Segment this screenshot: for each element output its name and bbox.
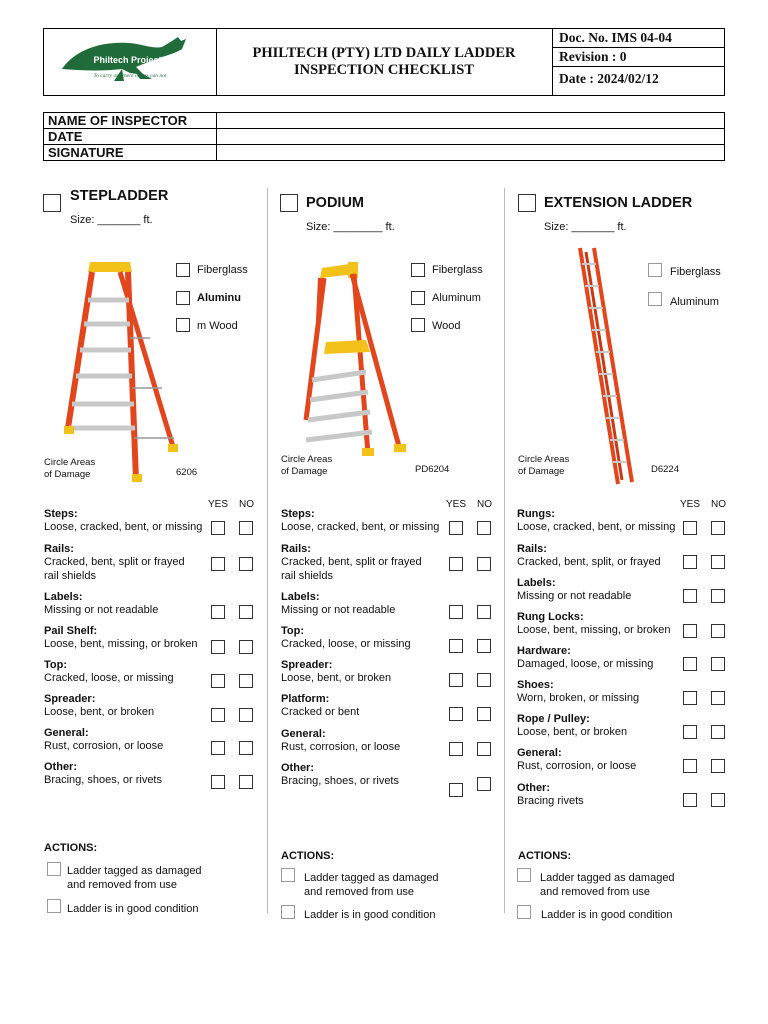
size-field: Size: ________ ft.	[306, 221, 395, 233]
yes-checkbox[interactable]	[211, 674, 225, 688]
checklist-item: Shoes: Worn, broken, or missing	[517, 679, 640, 704]
no-checkbox[interactable]	[239, 640, 253, 654]
signature-label: SIGNATURE	[44, 145, 217, 161]
podium-ladder-image	[300, 260, 412, 464]
no-checkbox[interactable]	[477, 521, 491, 535]
damaged-checkbox[interactable]	[517, 868, 531, 882]
doc-number: Doc. No. IMS 04-04	[553, 29, 725, 48]
checklist-item: Top: Cracked, loose, or missing	[281, 625, 411, 650]
no-checkbox[interactable]	[239, 708, 253, 722]
section-title: PODIUM	[306, 195, 364, 211]
svg-text:Philtech Projects: Philtech Projects	[93, 55, 167, 65]
checklist-item: Labels: Missing or not readable	[281, 591, 396, 616]
actions-label: ACTIONS:	[44, 842, 98, 854]
action-good-label: Ladder is in good condition	[67, 903, 199, 915]
title-line-2: INSPECTION CHECKLIST	[293, 62, 475, 78]
yes-checkbox[interactable]	[211, 557, 225, 571]
yes-checkbox[interactable]	[683, 691, 697, 705]
yes-checkbox[interactable]	[683, 555, 697, 569]
action-damaged-label: Ladder tagged as damaged and removed from use	[67, 865, 202, 891]
yes-checkbox[interactable]	[449, 605, 463, 619]
action-good-label: Ladder is in good condition	[541, 909, 673, 921]
no-checkbox[interactable]	[477, 557, 491, 571]
actions-label: ACTIONS:	[518, 850, 572, 862]
action-damaged-label: Ladder tagged as damaged and removed from use	[540, 872, 675, 898]
inspector-name-label: NAME OF INSPECTOR	[44, 113, 217, 129]
checklist-item: Steps: Loose, cracked, bent, or missing	[281, 508, 440, 533]
damaged-checkbox[interactable]	[47, 862, 61, 876]
inspector-info-table	[43, 112, 725, 161]
fiberglass-checkbox[interactable]	[176, 263, 190, 277]
stepladder-checkbox[interactable]	[43, 194, 61, 212]
actions-label: ACTIONS:	[281, 850, 335, 862]
no-checkbox[interactable]	[239, 557, 253, 571]
checklist-item: Labels: Missing or not readable	[517, 577, 632, 602]
no-checkbox[interactable]	[239, 674, 253, 688]
checklist-item: Labels: Missing or not readable	[44, 591, 159, 616]
checklist-item: Rung Locks: Loose, bent, missing, or broken	[517, 611, 671, 636]
circle-areas-note: Circle Areas of Damage	[518, 454, 570, 477]
no-checkbox[interactable]	[477, 639, 491, 653]
yes-checkbox[interactable]	[449, 673, 463, 687]
no-checkbox[interactable]	[711, 555, 725, 569]
yes-checkbox[interactable]	[211, 640, 225, 654]
material-label: Wood	[432, 320, 461, 332]
no-checkbox[interactable]	[477, 707, 491, 721]
no-header: NO	[239, 499, 254, 510]
no-checkbox[interactable]	[711, 759, 725, 773]
yes-checkbox[interactable]	[211, 605, 225, 619]
yes-checkbox[interactable]	[449, 639, 463, 653]
no-header: NO	[711, 499, 726, 510]
no-checkbox[interactable]	[477, 673, 491, 687]
yes-header: YES	[208, 499, 229, 510]
good-condition-checkbox[interactable]	[517, 905, 531, 919]
checklist-item: Top: Cracked, loose, or missing	[44, 659, 174, 684]
section-title: EXTENSION LADDER	[544, 195, 693, 211]
no-checkbox[interactable]	[711, 589, 725, 603]
no-checkbox[interactable]	[711, 624, 725, 638]
yes-checkbox[interactable]	[211, 741, 225, 755]
checklist-item: Hardware: Damaged, loose, or missing	[517, 645, 654, 670]
checklist-item: Other: Bracing, shoes, or rivets	[44, 761, 162, 786]
yes-checkbox[interactable]	[683, 793, 697, 807]
no-header: NO	[477, 499, 492, 510]
yes-header: YES	[446, 499, 467, 510]
yes-checkbox[interactable]	[683, 725, 697, 739]
checklist-item: Rope / Pulley: Loose, bent, or broken	[517, 713, 628, 738]
checklist-item: Other: Bracing, shoes, or rivets	[281, 762, 399, 787]
yes-checkbox[interactable]	[683, 657, 697, 671]
stepladder-image	[62, 258, 186, 484]
no-checkbox[interactable]	[239, 605, 253, 619]
checklist-item: Pail Shelf: Loose, bent, missing, or broken	[44, 625, 198, 650]
checklist-item: General: Rust, corrosion, or loose	[44, 727, 164, 752]
checklist-item: Steps: Loose, cracked, bent, or missing	[44, 508, 203, 533]
circle-areas-note: Circle Areas of Damage	[281, 454, 333, 477]
checklist-item: Platform: Cracked or bent	[281, 693, 360, 718]
extension-ladder-checkbox[interactable]	[518, 194, 536, 212]
material-label: Fiberglass	[432, 264, 483, 276]
no-checkbox[interactable]	[239, 775, 253, 789]
no-checkbox[interactable]	[711, 691, 725, 705]
yes-checkbox[interactable]	[683, 589, 697, 603]
material-label: Fiberglass	[670, 266, 721, 278]
no-checkbox[interactable]	[711, 657, 725, 671]
wood-checkbox[interactable]	[411, 318, 425, 332]
size-field: Size: _______ ft.	[544, 221, 627, 233]
column-divider	[504, 188, 505, 913]
yes-checkbox[interactable]	[449, 557, 463, 571]
model-number: PD6204	[415, 464, 450, 475]
material-label: m Wood	[197, 320, 238, 332]
column-divider	[267, 188, 268, 913]
yes-checkbox[interactable]	[449, 707, 463, 721]
material-label: Fiberglass	[197, 264, 248, 276]
yes-checkbox[interactable]	[211, 775, 225, 789]
fiberglass-checkbox[interactable]	[648, 263, 662, 277]
checklist-item: Other: Bracing rivets	[517, 782, 584, 807]
yes-checkbox[interactable]	[449, 783, 463, 797]
title-line-1: PHILTECH (PTY) LTD DAILY LADDER	[252, 45, 516, 61]
document-meta	[552, 29, 725, 95]
no-checkbox[interactable]	[477, 742, 491, 756]
svg-text:To carry on where others can n: To carry on where others can not	[93, 73, 167, 79]
kangaroo-logo-icon	[44, 29, 216, 95]
action-good-label: Ladder is in good condition	[304, 909, 436, 921]
damaged-checkbox[interactable]	[281, 868, 295, 882]
yes-header: YES	[680, 499, 701, 510]
no-checkbox[interactable]	[711, 725, 725, 739]
company-logo	[44, 29, 217, 95]
date-label: DATE	[44, 129, 217, 145]
date-field[interactable]	[217, 129, 725, 145]
yes-checkbox[interactable]	[211, 521, 225, 535]
doc-date: Date : 2024/02/12	[559, 71, 659, 86]
no-checkbox[interactable]	[239, 741, 253, 755]
no-checkbox[interactable]	[711, 521, 725, 535]
yes-checkbox[interactable]	[683, 624, 697, 638]
section-title: STEPLADDER	[70, 188, 169, 204]
signature-field[interactable]	[217, 145, 725, 161]
revision: Revision : 0	[553, 48, 725, 67]
checklist-item: Rails: Cracked, bent, split or frayed rail shields	[281, 543, 422, 582]
yes-checkbox[interactable]	[683, 759, 697, 773]
size-field: Size: _______ ft.	[70, 214, 153, 226]
no-checkbox[interactable]	[711, 793, 725, 807]
checklist-item: Rungs: Loose, cracked, bent, or missing	[517, 508, 676, 533]
aluminum-checkbox[interactable]	[411, 291, 425, 305]
checklist-item: Spreader: Loose, bent, or broken	[44, 693, 155, 718]
yes-checkbox[interactable]	[211, 708, 225, 722]
checklist-item: General: Rust, corrosion, or loose	[517, 747, 637, 772]
document-title	[216, 29, 552, 95]
podium-checkbox[interactable]	[280, 194, 298, 212]
no-checkbox[interactable]	[477, 605, 491, 619]
model-number: D6224	[651, 464, 679, 475]
action-damaged-label: Ladder tagged as damaged and removed from use	[304, 872, 439, 898]
no-checkbox[interactable]	[239, 521, 253, 535]
no-checkbox[interactable]	[477, 777, 491, 791]
checklist-item: General: Rust, corrosion, or loose	[281, 728, 401, 753]
checklist-item: Spreader: Loose, bent, or broken	[281, 659, 392, 684]
wood-checkbox[interactable]	[176, 318, 190, 332]
yes-checkbox[interactable]	[449, 742, 463, 756]
model-number: 6206	[176, 467, 198, 478]
material-label: Aluminum	[432, 292, 481, 304]
fiberglass-checkbox[interactable]	[411, 263, 425, 277]
good-condition-checkbox[interactable]	[47, 899, 61, 913]
aluminum-checkbox[interactable]	[648, 292, 662, 306]
material-label: Aluminu	[197, 292, 241, 304]
aluminum-checkbox[interactable]	[176, 291, 190, 305]
checklist-item: Rails: Cracked, bent, split, or frayed	[517, 543, 661, 568]
material-label: Aluminum	[670, 296, 719, 308]
good-condition-checkbox[interactable]	[281, 905, 295, 919]
document-header	[43, 28, 725, 96]
extension-ladder-image	[572, 244, 642, 490]
yes-checkbox[interactable]	[449, 521, 463, 535]
checklist-item: Rails: Cracked, bent, split or frayed rail shields	[44, 543, 185, 582]
yes-checkbox[interactable]	[683, 521, 697, 535]
circle-areas-note: Circle Areas of Damage	[44, 457, 96, 480]
inspector-name-field[interactable]	[217, 113, 725, 129]
